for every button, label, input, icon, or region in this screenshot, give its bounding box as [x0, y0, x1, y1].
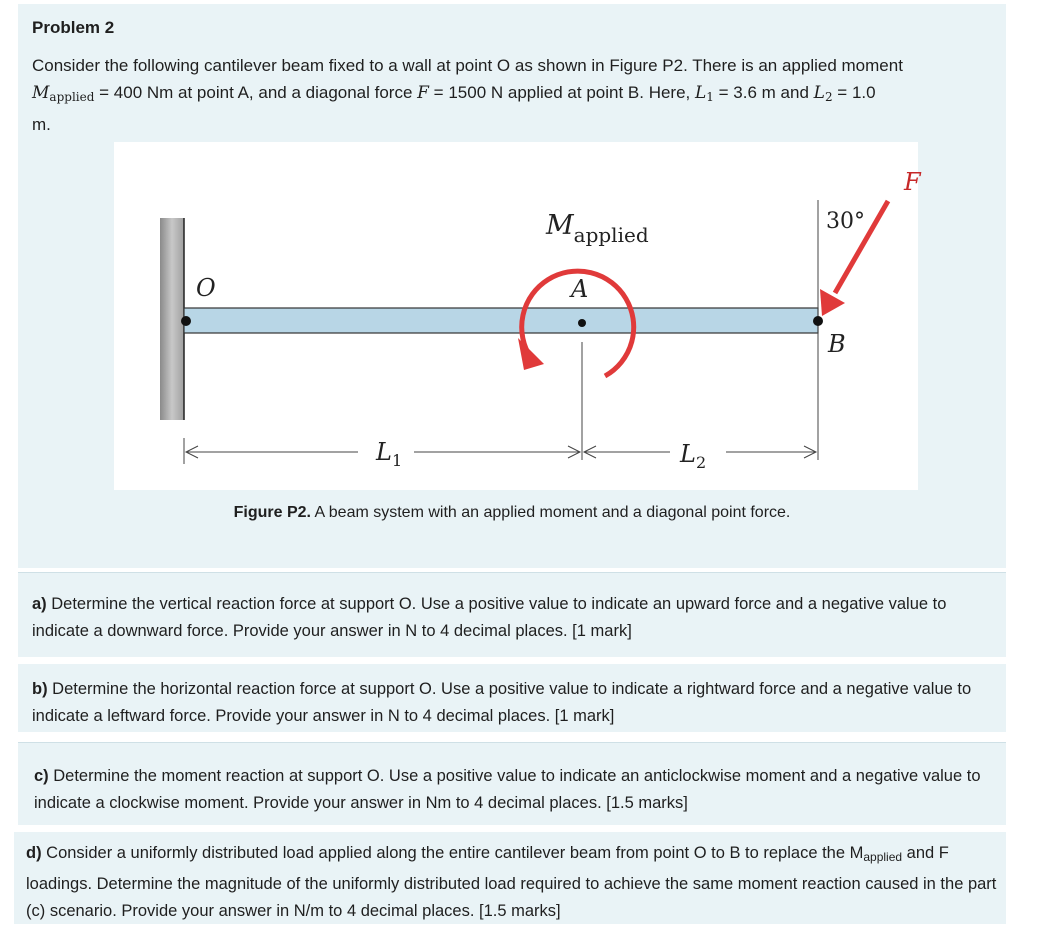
l1-symbol: L: [695, 83, 707, 103]
question-b-body: Determine the horizontal reaction force at support O. Use a positive value to indicate a rightward force and a negative value to indicate a leftward force. Provide your answer in N to 4 decimal places. [1 mark]: [32, 680, 972, 725]
l2-subscript: 2: [824, 90, 833, 104]
point-o-dot: [181, 316, 191, 326]
l2-symbol: L: [813, 83, 825, 103]
intro-text-6: m.: [32, 115, 51, 134]
label-o: O: [196, 274, 216, 302]
dim-l2-subscript: 2: [695, 453, 707, 472]
question-a-text: [32, 591, 998, 645]
label-m-subscript: applied: [573, 223, 649, 247]
question-c-text: [34, 763, 1000, 817]
label-m-symbol: M: [546, 210, 574, 241]
dim-l1-subscript: 1: [391, 451, 403, 470]
f-symbol: F: [417, 83, 429, 103]
question-a: [18, 572, 1006, 657]
wall: [160, 218, 184, 420]
intro-text-2: = 400 Nm at point A, and a diagonal force: [94, 83, 418, 102]
problem-card: [18, 4, 1006, 568]
dim-l2-symbol: L: [680, 440, 696, 468]
problem-title: Problem 2: [32, 18, 115, 37]
label-a: A: [571, 275, 589, 303]
question-d-body-2: and F loadings. Determine the magnitude of the uniformly distributed load required to achieve the same moment reaction caused in the part (c) scenario. Provide your answer in N/m to 4 decimal places. [1.5 marks]: [26, 844, 997, 920]
question-c: [18, 742, 1006, 825]
figure-caption: [18, 504, 1006, 522]
question-c-label: c): [34, 767, 49, 785]
point-b-dot: [813, 316, 823, 326]
dim-l1-symbol: L: [376, 438, 392, 466]
beam: [184, 308, 818, 333]
question-c-body: Determine the moment reaction at support O. Use a positive value to indicate an anticlockwise moment and a negative value to indicate a clockwise moment. Provide your answer in Nm to 4 decimal places. [1.5 marks]: [34, 767, 981, 812]
question-b-label: b): [32, 680, 48, 698]
question-b: [18, 664, 1006, 732]
dim-l1-label: [375, 438, 402, 470]
intro-text-5: = 1.0: [832, 83, 876, 102]
question-a-label: a): [32, 595, 47, 613]
caption-bold: Figure P2.: [233, 504, 311, 521]
beam-figure: [114, 142, 921, 490]
label-b: B: [828, 330, 846, 358]
dim-l2-label: [679, 440, 706, 472]
intro-text-4: = 3.6 m and: [713, 83, 814, 102]
question-d-label: d): [26, 844, 42, 862]
m-subscript: applied: [49, 90, 95, 104]
question-d-text: [26, 840, 1001, 925]
question-b-text: [32, 676, 998, 730]
intro-text-3: = 1500 N applied at point B. Here,: [428, 83, 695, 102]
point-a-dot: [578, 319, 586, 327]
question-d-subscript: applied: [863, 850, 903, 864]
moment-arrowhead: [518, 338, 544, 370]
angle-label: 30°: [826, 209, 865, 234]
caption-text: A beam system with an applied moment and a diagonal point force.: [310, 504, 791, 521]
problem-intro: [32, 52, 992, 138]
question-a-body: Determine the vertical reaction force at support O. Use a positive value to indicate an upward force and a negative value to indicate a downward force. Provide your answer in N to 4 decimal places. [1 mark]: [32, 595, 947, 640]
question-d-body-1: Consider a uniformly distributed load applied along the entire cantilever beam from point O to B to replace the M: [41, 844, 864, 862]
l1-subscript: 1: [706, 90, 714, 104]
force-arrowhead: [820, 289, 845, 316]
label-f: F: [904, 168, 921, 196]
label-m-applied: [545, 210, 649, 247]
m-symbol: M: [32, 83, 50, 103]
question-d: [14, 832, 1006, 924]
beam-diagram: [114, 142, 921, 490]
intro-text-1: Consider the following cantilever beam fixed to a wall at point O as shown in Figure P2. There is an applied moment: [32, 56, 903, 75]
